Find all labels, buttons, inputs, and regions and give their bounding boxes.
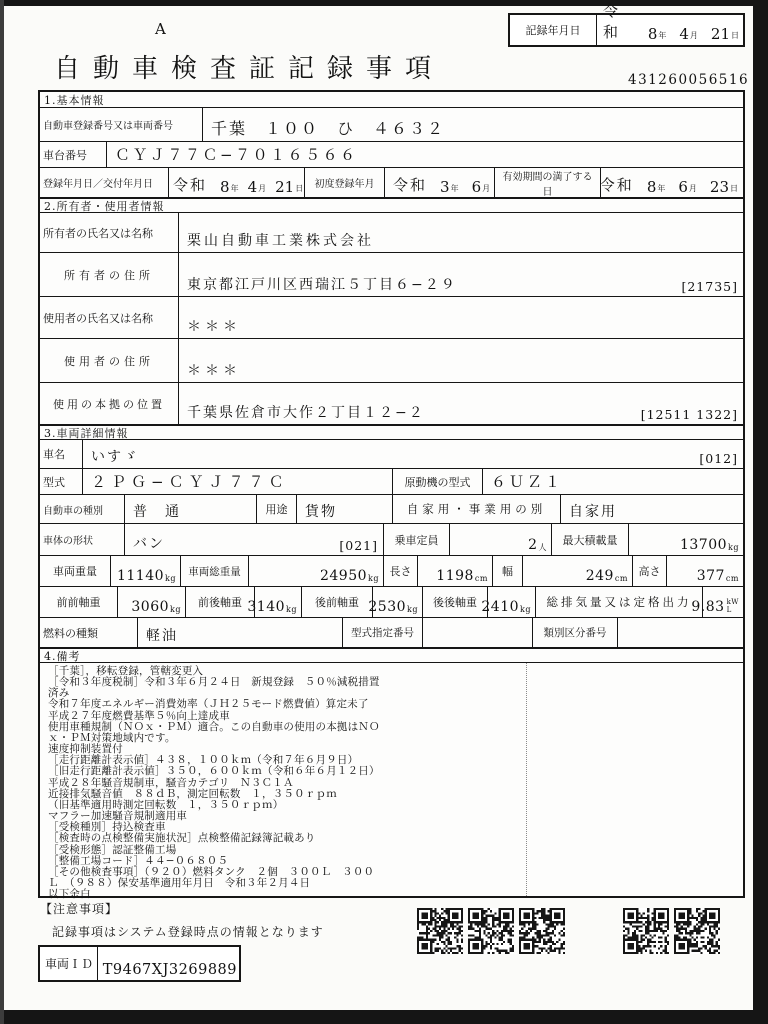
unit-kw: kW: [726, 598, 739, 606]
remarks-box: [40, 662, 743, 901]
owner-address-label: 所有者の住所: [64, 268, 154, 282]
expiry-month: 6: [678, 178, 688, 196]
car-name-label: 車名: [43, 448, 65, 461]
record-date-value: [597, 2, 743, 45]
unit-kg: kg: [170, 605, 181, 614]
unit-day: 日: [295, 184, 304, 193]
height-value: [666, 556, 743, 586]
page-title: 自動車検査証記録事項: [54, 54, 445, 84]
remark-line: マフラー加速騒音規制適用車: [48, 810, 188, 823]
unit-year: 年: [450, 184, 459, 193]
length-label: 長さ: [383, 556, 417, 586]
row-user-name: [40, 296, 743, 338]
row-owner-name: [40, 212, 743, 252]
axle-rf-label: 後前軸重: [301, 587, 372, 617]
notice-text: 記録事項はシステム登録時点の情報となります: [52, 925, 324, 939]
remark-line: Ｌ （９８８）保安基準適用年月日 令和３年２月４日: [48, 876, 311, 889]
remark-line: 以下余白: [48, 888, 91, 901]
max-load-label: 最大積載量: [551, 524, 628, 555]
qr-code-3: [519, 908, 565, 954]
unit-kg: kg: [286, 605, 297, 614]
length-number: 1198: [436, 568, 474, 584]
remark-line: （旧基準適用時測定回転数 １，３５０ｒｐｍ）: [48, 798, 284, 811]
document-number: 431260056516: [628, 72, 750, 88]
expiry-day: 23: [709, 178, 729, 196]
record-era: 令和: [603, 2, 621, 41]
axle-rr-value: [481, 587, 535, 617]
row-plate: [40, 107, 743, 141]
model-value: ２ＰＧ−ＣＹＪ７７Ｃ: [82, 469, 392, 494]
vehicle-id-box: [38, 945, 241, 982]
base-location-code: [12511 1322]: [640, 407, 738, 422]
owner-address-text: 東京都江戸川区西瑞江５丁目６−２９: [187, 277, 457, 293]
remark-line: 済み: [48, 687, 70, 700]
unit-month: 月: [688, 184, 697, 193]
qr-code-4: [623, 908, 669, 954]
unit-day: 日: [731, 31, 739, 40]
first-registration-value: [384, 168, 494, 197]
max-load-value: [628, 524, 743, 555]
base-location-value: [178, 383, 743, 424]
capacity-number: 2: [528, 537, 538, 553]
first-registration-year: 3: [440, 178, 450, 196]
unit-cm: cm: [474, 574, 488, 583]
record-date-box: [508, 2, 745, 47]
height-number: 377: [696, 568, 725, 584]
vehicle-weight-number: 11140: [116, 568, 165, 584]
unit-kg: kg: [520, 605, 531, 614]
record-year: 8: [647, 25, 658, 43]
section-remarks-header: 4.備考: [40, 647, 743, 662]
expiry-year: 8: [646, 178, 657, 196]
remark-line: ｘ・ＰＭ対策地域内です。: [48, 731, 176, 744]
row-owner-address: [40, 252, 743, 296]
row-user-address: [40, 338, 743, 382]
expiry-date-value: [600, 168, 743, 197]
type-designation-label: 型式指定番号: [342, 618, 422, 647]
row-car-name: [40, 439, 743, 468]
scan-edge-right: [753, 0, 768, 1024]
vehicle-weight-value: [110, 556, 180, 586]
type-designation-value: [422, 618, 532, 647]
base-location-text: 千葉県佐倉市大作２丁目１２−２: [187, 405, 425, 421]
expiry-date-label: 有効期間の満了する日: [494, 168, 600, 197]
first-registration-month: 6: [471, 178, 482, 196]
chassis-label: 車台番号: [43, 148, 87, 162]
vehicle-type-label: 自動車の種別: [43, 505, 103, 517]
remark-line: ［検査時の点検整備実施状況］点検整備記録簿記載あり: [48, 832, 316, 845]
registration-year: 8: [220, 178, 230, 196]
qr-code-1: [417, 908, 463, 954]
plate-label: 自動車登録番号又は車両番号: [43, 121, 173, 132]
remark-line: ［千葉］，移転登録，管轄変更入: [48, 665, 204, 677]
axle-rr-label: 後後軸重: [422, 587, 487, 617]
displacement-number: 9.83: [691, 599, 725, 615]
row-chassis: [40, 141, 743, 167]
capacity-value: [449, 524, 551, 555]
row-weights: [40, 555, 743, 586]
gross-weight-label: 車両総重量: [180, 556, 248, 586]
chassis-value: ＣＹＪ７７Ｃ−７０１６５６６: [106, 142, 743, 167]
use-value: 貨物: [296, 495, 392, 523]
remark-line: ［整備工場コード］４４−０６８０５: [48, 854, 229, 867]
remark-line: ［受検形態］認証整備工場: [48, 843, 177, 856]
axle-fr-value: [247, 587, 301, 617]
record-date-label: 記録年月日: [510, 15, 597, 45]
first-registration-era: 令和: [393, 176, 428, 194]
length-value: [417, 556, 492, 586]
owner-name-value: 栗山自動車工業株式会社: [178, 213, 743, 252]
remark-line: ［走行距離計表示値］４３８，１００ｋｍ（令和７年６月９日）: [48, 754, 359, 767]
user-name-value: ＊＊＊: [178, 297, 743, 338]
car-name-text: いすゞ: [91, 449, 139, 465]
axle-rr-number: 2410: [481, 599, 520, 615]
registration-date-value: [168, 168, 304, 197]
engine-model-label: 原動機の型式: [392, 469, 482, 494]
record-day: 21: [710, 25, 730, 43]
car-name-code: [012]: [699, 451, 738, 466]
row-vehicle-type: [40, 494, 743, 523]
main-table: [38, 90, 745, 901]
remark-line: ［その他検査事項］（９２０）燃料タンク ２個 ３００Ｌ ３００: [48, 865, 375, 878]
unit-year: 年: [658, 31, 667, 40]
base-location-label: 使用の本拠の位置: [53, 397, 165, 411]
width-label: 幅: [492, 556, 522, 586]
remark-line: 平成２８年騒音規制車，騒音カテゴリ Ｎ３Ｃ１Ａ: [48, 776, 294, 789]
vehicle-type-value: 普 通: [124, 495, 256, 523]
displacement-value: [691, 587, 743, 617]
user-name-label: 使用者の氏名又は名称: [43, 311, 153, 325]
section-basic-header: 1.基本情報: [44, 93, 105, 107]
remark-line: 速度抑制装置付: [48, 743, 123, 756]
unit-cm: cm: [725, 574, 739, 583]
displacement-label: 総排気量又は定格出力: [535, 587, 702, 617]
remarks-divider: [526, 663, 527, 896]
unit-year: 年: [230, 184, 239, 193]
qr-code-5: [674, 908, 720, 954]
capacity-label: 乗車定員: [383, 524, 449, 555]
body-shape-code: [021]: [339, 538, 378, 553]
body-shape-label: 車体の形状: [43, 536, 93, 547]
corner-letter: A: [155, 20, 166, 38]
displacement-unit: [725, 599, 739, 615]
axle-ff-value: [117, 587, 185, 617]
body-shape-text: バン: [133, 536, 165, 552]
user-address-label: 使用者の住所: [64, 354, 154, 368]
vehicle-id-value: T9467XJ3269889: [102, 962, 237, 978]
class-number-value: [617, 618, 743, 647]
remark-line: 平成２７年度燃費基準５％向上達成車: [48, 709, 230, 722]
row-fuel: [40, 617, 743, 647]
width-number: 249: [585, 568, 614, 584]
unit-year: 年: [657, 184, 666, 193]
unit-month: 月: [482, 184, 491, 193]
section-owner-header: 2.所有者・使用者情報: [40, 197, 743, 212]
axle-ff-label: 前前軸重: [56, 596, 101, 609]
registration-month: 4: [247, 178, 258, 196]
unit-kg: kg: [407, 605, 418, 614]
registration-date-label: 登録年月日／交付年月日: [43, 179, 153, 190]
unit-person: 人: [538, 543, 547, 552]
unit-day: 日: [730, 184, 738, 193]
width-value: [522, 556, 632, 586]
vehicle-id-label: 車両ＩＤ: [40, 947, 98, 980]
unit-month: 月: [258, 184, 267, 193]
row-dates: [40, 167, 743, 197]
engine-model-value: ６ＵＺ１: [482, 469, 743, 494]
vehicle-weight-label: 車両重量: [53, 565, 97, 578]
qr-code-2: [468, 908, 514, 954]
plate-value: 千葉 １００ ひ ４６３２: [202, 108, 743, 141]
scan-edge-left: [0, 0, 4, 1024]
owner-address-code: [21735]: [681, 279, 738, 294]
remark-line: 近接排気騒音値 ８８ｄＢ，測定回転数 １，３５０ｒｐｍ: [48, 787, 337, 800]
gross-weight-number: 24950: [319, 568, 368, 584]
row-model: [40, 468, 743, 494]
ownership-label: 自家用・事業用の別: [392, 495, 560, 523]
remark-line: ［旧走行距離計表示値］３５０，６００ｋｍ（令和６年６月１２日）: [48, 765, 380, 778]
user-address-value: ＊＊＊: [178, 339, 743, 382]
unit-kg: kg: [368, 574, 379, 583]
axle-ff-number: 3060: [131, 599, 170, 615]
record-month: 4: [679, 25, 689, 43]
section-vehicle-header: 3.車両詳細情報: [40, 424, 743, 439]
fuel-label: 燃料の種類: [43, 626, 98, 640]
axle-fr-number: 3140: [247, 599, 286, 615]
unit-kg: kg: [165, 574, 176, 583]
gross-weight-value: [248, 556, 383, 586]
owner-name-label: 所有者の氏名又は名称: [43, 226, 153, 240]
class-number-label: 類別区分番号: [532, 618, 617, 647]
notice-title: 【注意事項】: [40, 902, 119, 916]
remark-line: ［受検種別］持込検査車: [48, 821, 166, 834]
unit-liter: L: [726, 605, 732, 614]
use-label: 用途: [256, 495, 296, 523]
expiry-era: 令和: [599, 176, 634, 194]
fuel-value: 軽油: [137, 618, 342, 647]
owner-address-value: [178, 253, 743, 296]
ownership-value: 自家用: [560, 495, 743, 523]
registration-day: 21: [275, 178, 295, 196]
registration-era: 令和: [173, 176, 208, 194]
axle-rf-value: [368, 587, 422, 617]
row-axle-weights: [40, 586, 743, 617]
axle-fr-label: 前後軸重: [185, 587, 254, 617]
remark-line: ［令和３年度税制］令和３年６月２４日 新規登録 ５０％減税措置: [48, 676, 380, 689]
unit-kg: kg: [728, 543, 739, 552]
first-registration-label: 初度登録年月: [304, 168, 384, 197]
car-name-value: [82, 440, 743, 468]
max-load-number: 13700: [679, 537, 728, 553]
model-label: 型式: [43, 475, 65, 489]
scan-edge-bottom: [0, 1010, 768, 1024]
unit-month: 月: [689, 31, 698, 40]
height-label: 高さ: [632, 556, 666, 586]
remark-line: 使用車種規制（ＮＯｘ・ＰＭ）適合。この自動車の使用の本拠はＮＯ: [48, 720, 380, 733]
remark-line: 令和７年度エネルギー消費効率（ＪＨ２５モード燃費値）算定未了: [48, 698, 369, 711]
row-base-location: [40, 382, 743, 424]
row-body-shape: [40, 523, 743, 555]
body-shape-value: [124, 524, 383, 555]
axle-rf-number: 2530: [368, 599, 407, 615]
unit-cm: cm: [614, 574, 628, 583]
remarks-text: [40, 663, 530, 901]
